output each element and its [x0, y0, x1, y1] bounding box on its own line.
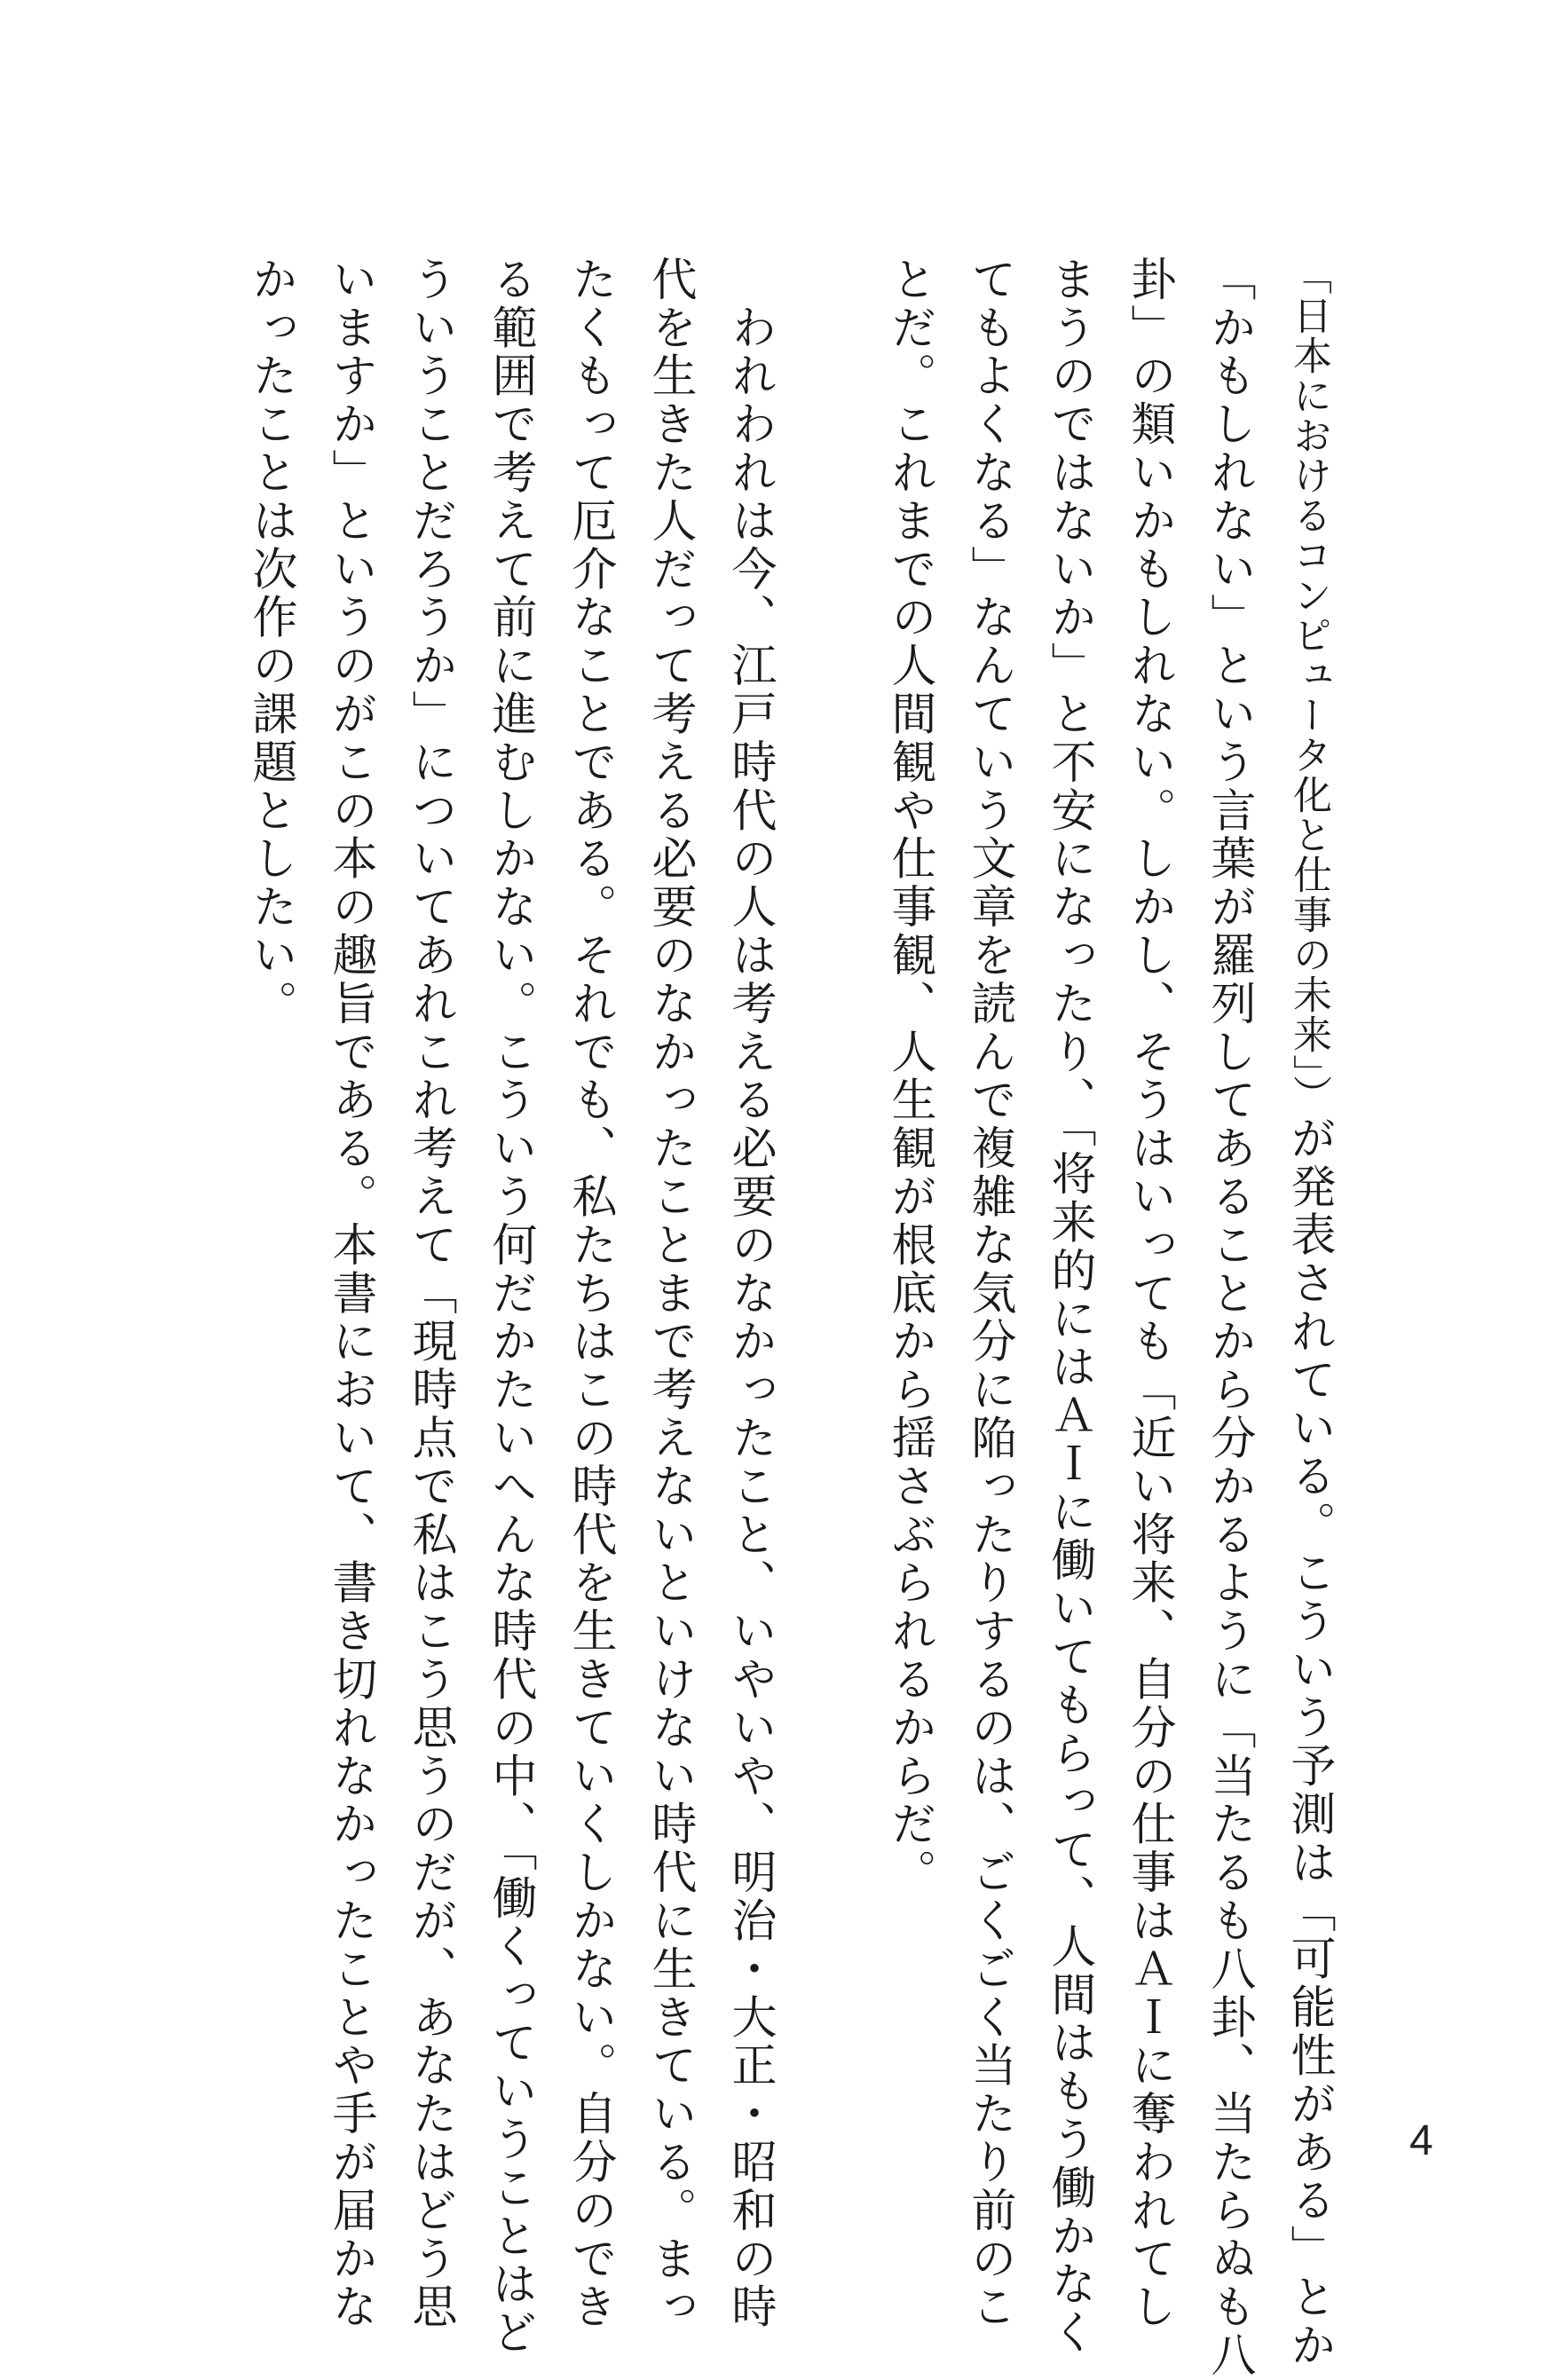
- text-line: 「日本におけるコンピュータ化と仕事の未来」）が発表されている。こういう予測は「可能性がある」とか: [1283, 256, 1335, 2370]
- text-line: 「かもしれない」という言葉が羅列してあることから分かるように「当たるも八卦、当たらぬも八: [1203, 256, 1255, 2380]
- report-title: 「日本におけるコンピュータ化と仕事の未来」）: [1286, 256, 1331, 1115]
- text-line: たくもって厄介なことである。それでも、私たちはこの時代を生きていくしかない。自分のでき: [564, 256, 616, 2332]
- vertical-body-text: [230, 256, 1348, 2380]
- text-line: われわれは今、江戸時代の人は考える必要のなかったこと、いやいや、明治・大正・昭和の時: [723, 256, 776, 2332]
- text-line: てもよくなる」なんていう文章を読んで複雑な気分に陥ったりするのは、ごくごく当たり前のこ: [963, 256, 1015, 2332]
- text-line: とだ。これまでの人間観や仕事観、人生観が根底から揺さぶられるからだ。: [883, 256, 935, 1897]
- page-number: 4: [1409, 2117, 1433, 2164]
- text-line: 代を生きた人だって考える必要のなかったことまで考えないといけない時代に生きている。まっ: [643, 256, 696, 2332]
- text-line: る範囲で考えて前に進むしかない。こういう何だかたいへんな時代の中、「働くっていうことはど: [484, 256, 536, 2358]
- text-line: いますか」というのがこの本の趣旨である。本書において、書き切れなかったことや手が届かな: [324, 256, 376, 2332]
- text-line: ういうことだろうか」についてあれこれ考えて「現時点で私はこう思うのだが、あなたはどう思: [404, 256, 456, 2332]
- text-line: 卦」の類いかもしれない。しかし、そうはいっても「近い将来、自分の仕事はＡＩに奪われてし: [1123, 256, 1175, 2332]
- text-line: かったことは次作の課題としたい。: [244, 256, 296, 1028]
- paragraph-gap: [789, 256, 869, 2004]
- text-line: まうのではないか」と不安になったり、「将来的にはＡＩに働いてもらって、人間はもう働かなく: [1043, 256, 1095, 2358]
